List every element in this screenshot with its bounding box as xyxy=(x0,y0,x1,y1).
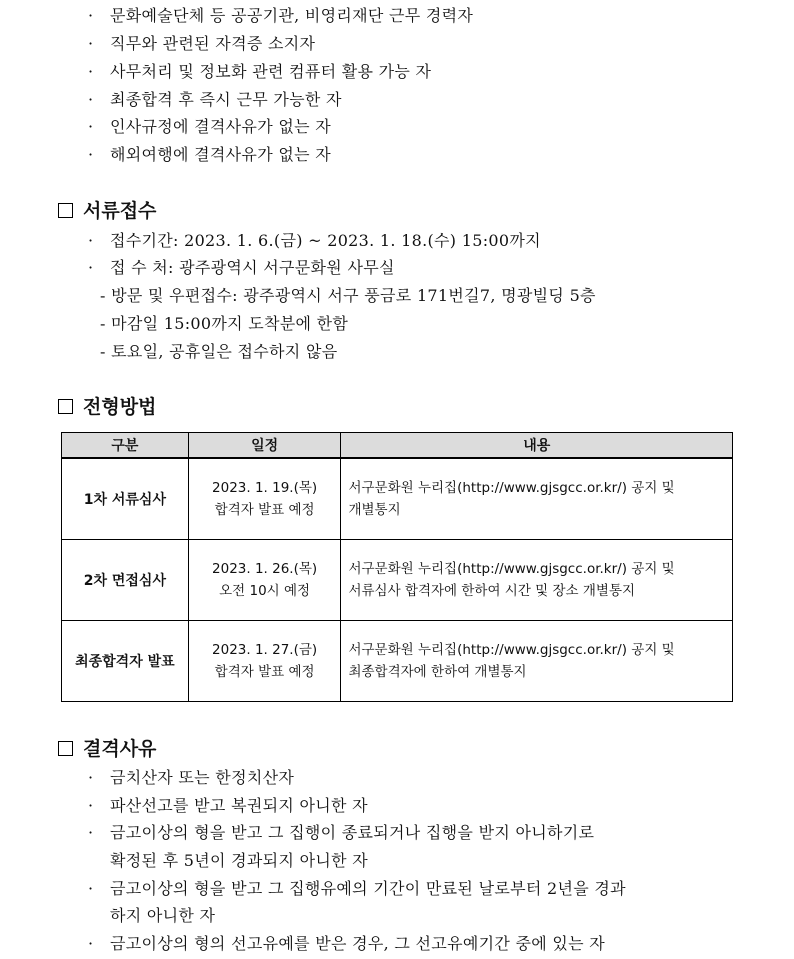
content-cell: 서구문화원 누리집(http://www.gjsgcc.or.kr/) 공지 및 서류심사 합격자에 한하여 시간 및 장소 개별통지 xyxy=(341,540,733,621)
table-row xyxy=(62,540,733,621)
column-header: 구분 xyxy=(62,433,189,459)
list-item: · 접 수 처: 광주광역시 서구문화원 사무실 xyxy=(88,258,395,277)
table-row xyxy=(62,621,733,702)
list-item: · 문화예술단체 등 공공기관, 비영리재단 근무 경력자 xyxy=(88,6,474,25)
list-item: · 해외여행에 결격사유가 없는 자 xyxy=(88,145,331,164)
selection-table xyxy=(61,432,733,702)
list-item: · 접수기간: 2023. 1. 6.(금) ~ 2023. 1. 18.(수) 15:00까지 xyxy=(88,231,541,250)
table-header-row xyxy=(62,433,733,459)
section-heading-application: 서류접수 xyxy=(58,199,156,223)
list-item: · 직무와 관련된 자격증 소지자 xyxy=(88,34,316,53)
sub-item: - 마감일 15:00까지 도착분에 한함 xyxy=(100,314,349,333)
stage-cell: 1차 서류심사 xyxy=(62,458,189,540)
date-cell: 2023. 1. 27.(금) 합격자 발표 예정 xyxy=(188,621,341,702)
checkbox-square-icon xyxy=(58,203,73,218)
list-item: · 사무처리 및 정보화 관련 컴퓨터 활용 가능 자 xyxy=(88,62,432,81)
list-item: · 최종합격 후 즉시 근무 가능한 자 xyxy=(88,90,342,109)
table-row xyxy=(62,458,733,540)
content-cell: 서구문화원 누리집(http://www.gjsgcc.or.kr/) 공지 및 최종합격자에 한하여 개별통지 xyxy=(341,621,733,702)
checkbox-square-icon xyxy=(58,741,73,756)
checkbox-square-icon xyxy=(58,399,73,414)
list-item: · 금치산자 또는 한정치산자 xyxy=(88,768,295,787)
column-header: 내용 xyxy=(341,433,733,459)
section-heading-selection: 전형방법 xyxy=(58,395,156,419)
list-item: · 금고이상의 형의 선고유예를 받은 경우, 그 선고유예기간 중에 있는 자 xyxy=(88,934,606,953)
list-item-continuation: 확정된 후 5년이 경과되지 아니한 자 xyxy=(110,851,368,870)
list-item: · 금고이상의 형을 받고 그 집행유예의 기간이 만료된 날로부터 2년을 경과 xyxy=(88,879,626,898)
column-header: 일정 xyxy=(188,433,341,459)
stage-cell: 최종합격자 발표 xyxy=(62,621,189,702)
section-heading-disqualification: 결격사유 xyxy=(58,737,156,761)
stage-cell: 2차 면접심사 xyxy=(62,540,189,621)
date-cell: 2023. 1. 19.(목) 합격자 발표 예정 xyxy=(188,458,341,540)
list-item: · 파산선고를 받고 복권되지 아니한 자 xyxy=(88,796,368,815)
list-item-continuation: 하지 아니한 자 xyxy=(110,906,216,925)
content-cell: 서구문화원 누리집(http://www.gjsgcc.or.kr/) 공지 및 개별통지 xyxy=(341,458,733,540)
list-item: · 금고이상의 형을 받고 그 집행이 종료되거나 집행을 받지 아니하기로 xyxy=(88,823,595,842)
sub-item: - 방문 및 우편접수: 광주광역시 서구 풍금로 171번길7, 명광빌딩 5층 xyxy=(100,286,596,305)
date-cell: 2023. 1. 26.(목) 오전 10시 예정 xyxy=(188,540,341,621)
list-item: · 인사규정에 결격사유가 없는 자 xyxy=(88,117,331,136)
sub-item: - 토요일, 공휴일은 접수하지 않음 xyxy=(100,342,338,361)
